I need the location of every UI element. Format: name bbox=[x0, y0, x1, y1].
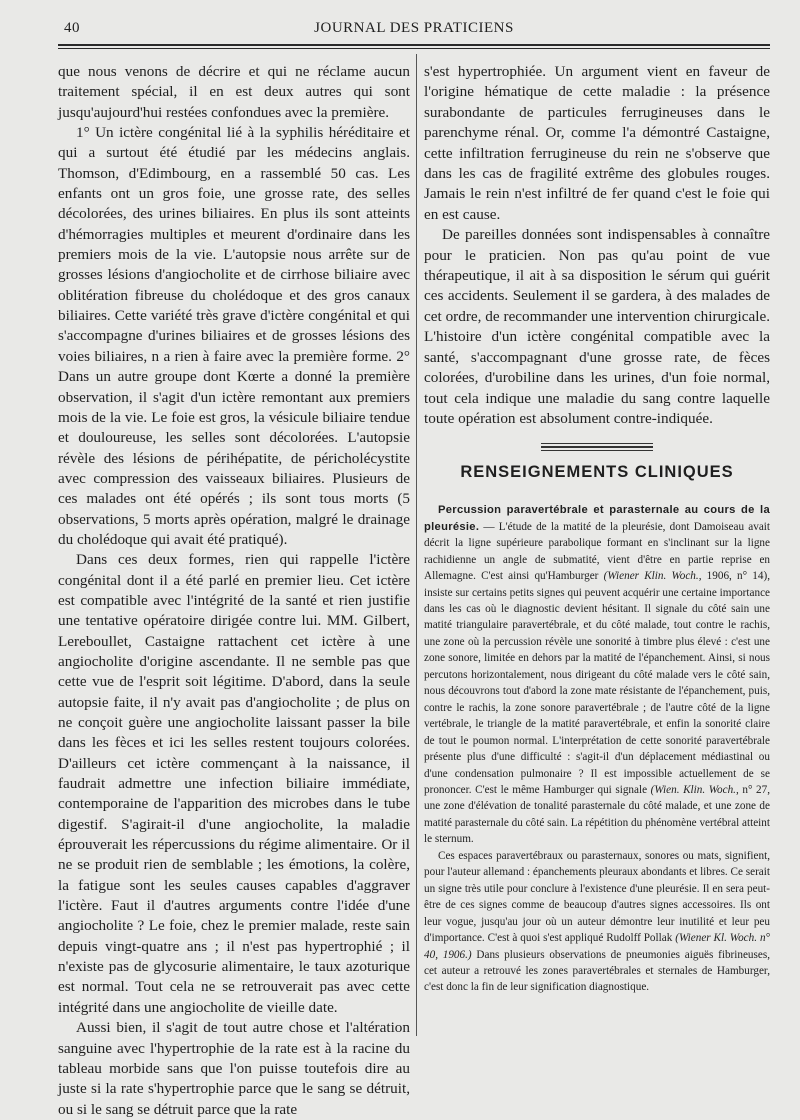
left-paragraph: Aussi bien, il s'agit de tout autre chose et l'altération sanguine avec l'hypertrophie de la rate est à la racine du tableau morbide sans que l'on puisse toutefois dire au juste si la rate s'hypertrophie parce que le sang se détruit, ou si le sang se détruit parce que la rate bbox=[58, 1019, 410, 1118]
right-paragraph: s'est hypertrophiée. Un argument vient en faveur de l'origine hématique de cette maladie : la présence surabondante de particules ferrugineuses dans le parenchyme rénal. Or, comme l'a démontré Castaigne, cette infiltration ferrugineuse du rein ne s'observe que dans les cas de fragilité extrême des globules rouges. Jamais le rein n'est infiltré de fer quand c'est le foie qui en est cause. bbox=[424, 63, 770, 223]
left-paragraph: 1° Un ictère congénital lié à la syphilis héréditaire et qui a surtout été étudié par les médecins anglais. Thomson, d'Edimbourg, en a rassemblé 50 cas. Les enfants ont un gros foie, une grosse rate, des selles décolorées, des urines biliaires. En plus ils sont atteints d'hémorragies multiples et meurent d'ordinaire dans les premiers mois de la vie. L'autopsie nous arrête sur de grosses lésions d'angiocholite et de cirrhose biliaire avec oblitération fibreuse du cholédoque et des gros canaux biliaires. Cette variété très grave d'ictère congénital et qui s'accompagne d'urines biliaires et de grosses lésions des voies biliaires, n a rien à faire avec la première forme. 2° Dans un autre groupe dont Kœrte a donné la première observation, il s'agit d'un ictère remontant aux premiers mois de la vie. Le foie est gros, la vésicule biliaire tendue et douloureuse, les selles sont décolorées. L'autopsie révèle des lésions de périhépatite, de péricholécystite avec compression des vaisseaux biliaires. Plusieurs de ces malades ont été opérés ; ils sont tous morts (5 observations, 5 morts après opération, malgré le drainage du cholédoque qui avait été pratiqué). bbox=[58, 124, 410, 548]
right-main-text bbox=[424, 62, 770, 429]
left-paragraph: que nous venons de décrire et qui ne réclame aucun traitement spécial, il en est deux autres qui sont jusqu'aujourd'hui restées confondues avec la première. bbox=[58, 63, 410, 121]
right-column bbox=[424, 62, 770, 1036]
section-ornament bbox=[541, 443, 653, 451]
header-rule bbox=[58, 44, 770, 49]
journal-title: JOURNAL DES PRATICIENS bbox=[314, 20, 514, 36]
article-text: Dans plusieurs observations de pneumonies aiguës fibrineuses, cet auteur a retrouvé les zones paravertébrales et sternales de Hamburger, c'est donc la fin de leur signification diagnostique. bbox=[424, 948, 771, 994]
column-divider bbox=[416, 54, 417, 1036]
article-text: 1906, n° 14), insiste sur certains petits signes qui peuvent acquérir une certaine importance dans les cas où le diagnostic devient hésitant. Il signale du côté sain une matité triangulaire paravertébrale, et du côté malade, tout contre le rachis, une zone où la percussion révèle une sonorité à timbre plus élevé : c'est une zone sonore, limitée en dehors par la matité de l'épanchement. Ainsi, si nous percutons horizontalement, nous dirigeant du côté malade vers le côté sain, nous découvrons tout d'abord la zone mate résistante de l'épanchement, puis, contre le rachis, la zone sonore paravertébrale ; de l'autre côté de la ligne vertébrale, le triangle de la matité paravertébrale, et enfin la sonorité claire de tout le poumon normal. L'interprétation de cette sonorité paravertébrale présente plus d'une difficulté : s'agit-il d'un déplacement médiastinal ou d'une condensation pulmonaire ? Il est impossible actuellement de se prononcer. C'est le même Hamburger qui signale bbox=[424, 570, 771, 797]
right-paragraph: De pareilles données sont indispensables à connaître pour le praticien. Non pas qu'au point de vue thérapeutique, il ait à sa disposition le sérum qui guérit ces accidents. Seulement il se gardera, à des malades de cet ordre, de recommander une intervention chirurgicale. L'histoire d'un ictère congénital compatible avec la santé, s'accompagnant d'une grosse rate, de fèces colorées, d'urobiline dans les urines, d'un foie normal, tout cela indique une maladie du sang contre laquelle toute opération est absolument contre-indiquée. bbox=[424, 226, 770, 427]
citation: (Wien. Klin. Woch., bbox=[650, 784, 739, 797]
left-column bbox=[58, 62, 410, 1118]
section-title: RENSEIGNEMENTS CLINIQUES bbox=[460, 463, 734, 482]
left-paragraph: Dans ces deux formes, rien qui rappelle l'ictère congénital dont il a été parlé en premier lieu. Cet ictère est compatible avec l'intégrité de la santé et rien justifie une tentative opératoire dirigée contre lui. MM. Gilbert, Lereboullet, Castaigne rattachent cet ictère à une angiocholite d'origine ascendante. Il ne semble pas que cette vue de l'esprit soit légitime. D'abord, dans la seule autopsie faite, il n'y avait pas d'angiocholite ; de plus on ne conçoit guère une angiocholite laissant passer la bile dans les fèces et ici les selles restent toujours colorées. D'ailleurs cet ictère commençant à la naissance, il faudrait admettre une infection biliaire immédiate, contemporaine de l'apparition des microbes dans le tube digestif. S'agirait-il d'une angiocholite, la maladie éprouverait les répercussions du régime alimentaire. Or il ne se produit rien de semblable ; les émotions, la colère, la fatigue sont les seules causes capables d'aggraver l'ictère. Faut il d'autres arguments contre l'idée d'une angiocholite ? Le foie, chez le premier malade, reste sain depuis vingt-quatre ans ; il n'est pas hypertrophié ; il n'existe pas de glycosurie alimentaire, le taux azoturique est normal. Tout cela ne se retrouverait pas avec cette intégrité dans une angiocholite de vieille date. bbox=[58, 551, 410, 1016]
article-text: n° 27, une zone d'élévation de tonalité parasternale du côté malade, et une zone de matité parasternale du côté sain. La répétition du phénomène vertébral atteint le sternum. bbox=[424, 784, 770, 846]
page-number: 40 bbox=[64, 20, 80, 36]
article-text: — L'étude de la matité de la pleurésie, dont Damoiseau avait décrit la ligne supérieure parabolique formant en s'inclinant sur la ligne rachidienne un angle de submatité, vient d'être en partie reprise en Allemagne. C'est ainsi qu'Hamburger bbox=[424, 520, 770, 583]
article-paragraph bbox=[424, 502, 770, 848]
article-rubric: Percussion paravertébrale et parasternale au cours de la pleurésie. bbox=[424, 504, 770, 533]
citation: (Wiener Kl. Woch. n° 40, 1906.) bbox=[424, 932, 771, 961]
article-text: Ces espaces paravertébraux ou parasternaux, sonores ou mats, signifient, pour l'auteur allemand : épanchements pleuraux abondants et libres. Ce serait un signe très utile pour conclure à l'existence d'une pleurésie. Il en sera peut-être de ces signes comme de beaucoup d'autres signes accessoires. Ils ont leur vogue, jusqu'au jour où un auteur démontre leur inutilité et leur peu d'importance. C'est à quoi s'est appliqué Rudolff Pollak bbox=[424, 849, 770, 945]
clinical-article bbox=[424, 502, 770, 996]
running-head bbox=[58, 20, 770, 42]
citation: (Wiener Klin. Woch., bbox=[603, 570, 702, 583]
article-paragraph bbox=[424, 848, 770, 996]
